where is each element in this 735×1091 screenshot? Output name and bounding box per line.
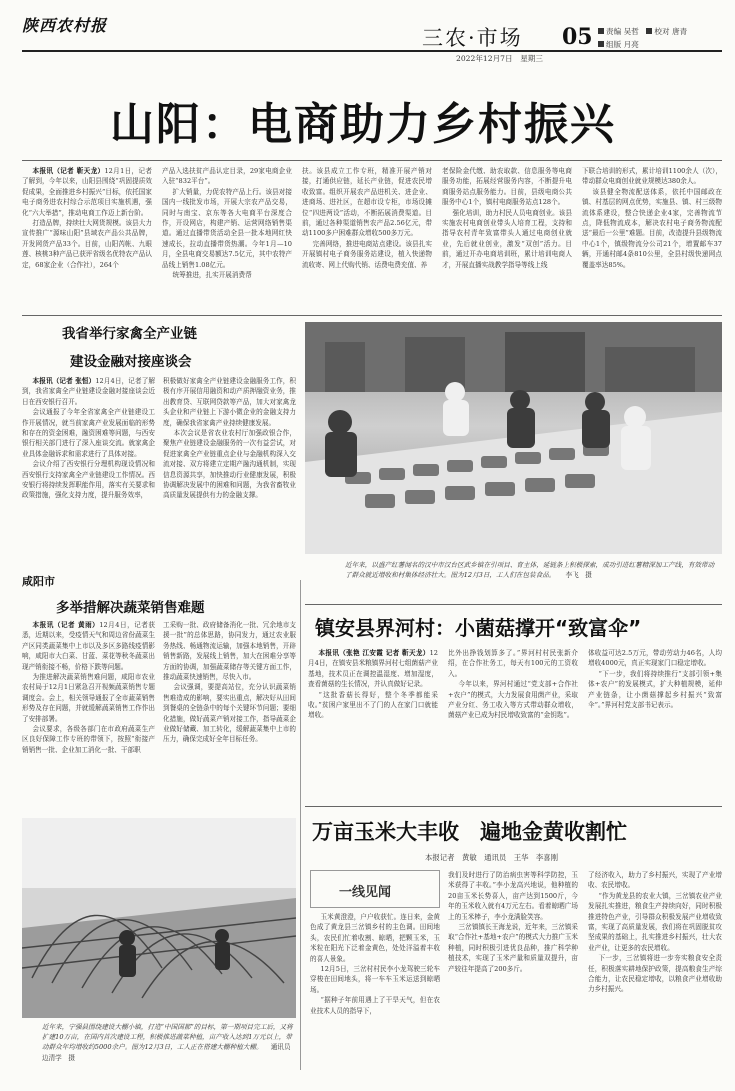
newspaper-masthead: 陕西农村报 xyxy=(22,16,108,35)
paragraph: 积极做好家禽全产业链建设金融服务工作，积极有序开展信用融资和动产质押融资业务，推出教育贷、互联网贷款等产品，加大对家禽龙头企业和产业链上下游小微企业的金融支持力度，确保我省家禽产业持续健康发展。 xyxy=(163,377,296,427)
designer-name: 组版 月亮 xyxy=(606,39,639,49)
paragraph: 会议要求，各级各部门在市政府蔬菜生产区良好保障工作专班的带领下，按照“衔接产销销售一批、企业加工消化一批、干部职 xyxy=(22,725,155,754)
mushroom-story-lead: 本报讯（张艳 江安霞 记者 靳天龙） xyxy=(318,649,430,657)
corn-byline: 本报记者 黄敏 通讯员 王华 李喜刚 xyxy=(425,853,559,862)
paragraph: 今年以来，界河村通过“党支部+合作社+农户”的模式，大力发展食用菌产业，采取产业分红、务工收入等方式带动群众增收，菌菇产业已成为村民增收致富的“金钥匙”。 xyxy=(448,680,578,720)
paragraph: 强化培训，助力村民人员电商创业。该县实施农村电商创业带头人培育工程，支持和指导农村青年致富带头人通过电商创业就业，先后就业创业，激发“双创”活力。目前，通过开办电商培训班，累计培训电商人才，开展直播实战教学指导等线上线 xyxy=(442,208,572,269)
issue-date: 2022年12月7日 星期三 xyxy=(456,54,543,63)
editor-credits xyxy=(598,26,687,51)
corn-story-col-3 xyxy=(588,870,722,1072)
main-story-col-2 xyxy=(162,166,292,280)
finance-story-lead: 本报讯（记者 张恒） xyxy=(32,377,96,385)
caption-text: 近年来，宁强县围绕建设大棚小镇，打造“中国国都”的目标，第一期项目完工后，又将扩建10万亩，在国内首次建设工程，积极推进蔬菜种植，亩产收入达到1万元以上，带动群众年均增收约5000余户。图为12月3日，工人正在搭建大棚种植大棚。 xyxy=(42,1023,293,1052)
divider xyxy=(305,604,722,605)
paragraph: “这批香菇长得好，整个冬季都能采收。”贫困户家里出不了门的人在家门口就能增收。 xyxy=(308,690,438,720)
header-rule xyxy=(22,50,722,52)
paragraph: 12月4日，记者获悉，近期以来，受疫情天气和周边省份蔬菜生产区同类蔬菜集中上市以及多区多路线疫情影响，咸阳市大白菜、甘蓝、菜花等秋冬蔬菜出现产销衔接不畅，价格下跌等问题。 xyxy=(22,621,155,671)
paragraph: 为推进解决蔬菜销售难问题，咸阳市农业农村局于12月1日紧急召开视频蔬菜销售专题调度会。会上，相关领导通报了全市蔬菜销售形势及存在问题，并就缓解蔬菜销售工作作出了安排部署。 xyxy=(22,673,155,723)
paragraph: 会议通报了今年全省家禽全产业链建设工作开展情况，就当前家禽产业发展面临的形势和存在的资金困难，融资困难等问题，与西安银行相关部门进行了深入座谈交流。就家禽企业具体金融诉求和需求进行了具体对接。 xyxy=(22,408,155,458)
main-story-col-5 xyxy=(582,166,722,270)
corn-headline: 万亩玉米大丰收 遍地金黄收割忙 xyxy=(312,820,627,844)
paragraph: 12月4日，在镇安县米粮镇界河村七组菌菇产业基地，技术员正在调控温湿度、增加湿度，查看菌菇的生长情况，并认真做好记录。 xyxy=(308,649,438,689)
square-bullet-icon xyxy=(598,28,604,34)
paragraph: 体收益可达2.5万元，带动劳动力46名，人均增收4000元，真正实现家门口稳定增收。 xyxy=(588,649,722,668)
mushroom-story-col-3 xyxy=(588,648,722,798)
paragraph: 该县健全物流配送体系，依托中国邮政在镇、村基层的网点优势，实施县、镇、村三级物流体系建设，整合快递企业4家，完善物流节点，降低物流成本，解决农村电子商务物流配送“最后一公里”难题。目前，改造提升县级物流中心1个，镇级物流分公司21个，增置邮车37辆，开通村邮4条810公里，全县村级快递网点覆盖率达85%。 xyxy=(582,187,722,269)
main-story-col-4 xyxy=(442,166,572,270)
greenhouse-photo xyxy=(22,818,296,1018)
xianyang-story-lead: 本报讯（记者 黄雨） xyxy=(32,621,100,629)
paragraph: 产品入选扶贫产品认定目录，29家电商企业入驻“832平台”。 xyxy=(162,167,292,186)
paragraph: 下一步，三岔镇将进一步夯实粮食安全责任，积极落实耕地保护政策，提高粮食生产综合能力，让农民稳定增收，以粮食产业增收助力乡村振兴。 xyxy=(588,954,722,994)
paragraph: 完善网络，推进电商站点建设。该县扎实开展镇村电子商务服务站建设，植入快递物流收寄、网上代购代销、话费电费充值、养 xyxy=(302,239,432,269)
editor-name: 责编 吴哲 xyxy=(606,27,639,36)
divider xyxy=(22,315,722,316)
xianyang-headline: 多举措解决蔬菜销售难题 xyxy=(56,600,205,616)
paragraph: 统筹推进，扎实开展消费帮 xyxy=(172,271,252,280)
food-packaging-caption xyxy=(345,560,720,580)
paragraph: 会议强调，要提高站位，充分认识蔬菜销售难造成的影响，要实出重点，解决好从田间到餐桌的全链条中的每个关键环节问题；要细化措施，做好蔬菜产销对接工作，指导蔬菜企业做好储藏、加工转化，缓解蔬菜集中上市的压力，确保完成好全年目标任务。 xyxy=(163,683,296,744)
column-divider xyxy=(300,580,301,1070)
xianyang-story-col-2 xyxy=(163,620,296,810)
paragraph: 了经济收入，助力了乡村振兴，实现了产业增收、农民增收。 xyxy=(588,871,722,890)
photo-credit: 通讯员 边清学 摄 xyxy=(42,1043,291,1062)
paragraph: “据种子年前用遇上了干旱天气，但在农业技术人员的指导下， xyxy=(310,996,440,1015)
greenhouse-photo-art xyxy=(22,818,296,1018)
main-story-lead: 本报讯（记者 靳天龙） xyxy=(32,167,105,175)
finance-headline-line-1: 我省举行家禽全产业链 xyxy=(62,326,197,342)
main-story-col-3 xyxy=(302,166,432,270)
paragraph: 12月4日，记者了解到，我省家禽全产业链建设金融对接座谈会近日在西安银行召开。 xyxy=(22,377,155,406)
square-bullet-icon xyxy=(646,28,652,34)
divider xyxy=(305,806,722,807)
finance-headline-line-2: 建设金融对接座谈会 xyxy=(70,354,192,370)
proofreader-name: 校对 唐青 xyxy=(654,27,688,36)
column-label-box xyxy=(310,870,440,908)
square-bullet-icon xyxy=(598,41,604,47)
paragraph: 比外出挣钱划算多了。”界河村村民张新介绍，在合作社务工，每天有100元的工资收入。 xyxy=(448,649,578,678)
paragraph: 下联合培训的形式，累计培训1100余人（次），带动群众电商创业就业规模达380余人。 xyxy=(582,167,722,186)
paragraph: 三岔镇镇长王海龙说，近年来，三岔镇采取“合作社+基地+农户”的模式大力推广玉米种植，同时积极引进优良品种，推广科学种植技术，实现了玉米产量和质量双提升，亩产较往年提高了200多斤。 xyxy=(448,923,578,973)
xianyang-story-col-1 xyxy=(22,620,155,810)
food-packaging-photo xyxy=(305,322,722,554)
main-headline: 山阳：电商助力乡村振兴 xyxy=(110,99,616,150)
photo-credit: 李飞 摄 xyxy=(565,571,592,580)
corn-story-col-2 xyxy=(448,870,578,1072)
paragraph: 会议介绍了西安银行分理机构现设情况和西安银行支持家禽全产业链建设工作情况。西安银行将持续发挥职能作用，落实有关要求和政策措施，强化支持力度，提升服务效率， xyxy=(22,460,155,500)
paragraph: 扩大销量，力促农特产品上行。该县对接国内一线批发市场，开展大宗农产品交易，同时与南宝、京东等各大电商平台深度合作，开设网店，构建产销、运营网络销售渠道。通过直播带货活动全县一批本地网红快速成长，拉动直播带货热潮。今年1月—10月，全县电商交易额达7.5亿元，其中农特产品线上销售1.08亿元。 xyxy=(162,187,292,269)
paragraph: 本次会议是省农业农村厅加强政银合作，聚焦产业链建设金融服务的一次有益尝试，对促进家禽全产业链重点企业与金融机构深入交流对接、双方将建立定期产融沟通机制，实现信息资源共享，加快推动行业健康发展，积极协调解决发展中的困难和问题，为我省畜牧业高质量发展提供有力的金融支撑。 xyxy=(163,429,296,500)
section-title: 三农·市场 xyxy=(422,26,523,50)
paragraph: “作为黄龙县的农业大镇，三岔镇农业产业发展扎实推进，粮食生产持续向好，同时积极推进特色产业，引导群众积极发展产业增收致富，实现了高质量发展，我们将在巩固脱贫攻坚成果的基础上，扎实推进乡村振兴，壮大农业产业，让更多的农民增收。 xyxy=(588,891,722,952)
finance-story-col-1 xyxy=(22,376,155,564)
paragraph: 玉米黄澄澄，户户收获忙。连日来，金黄色成了黄龙县三岔镇乡村的主色调。田间地头，农民们忙着收割、晾晒，把颗玉米，玉米粒在阳光下泛着金黄色，处处洋溢着丰收的喜人景象。 xyxy=(310,913,440,963)
page-number: 05 xyxy=(562,24,593,50)
main-story-col-1 xyxy=(22,166,152,270)
corn-story-col-1 xyxy=(310,912,440,1072)
paragraph: 扶。该县成立工作专班，精准开展产销对接，打通供应链，延长产业链，促进农民增收致富。组织开展农产品进机关、进企业、进商场、进社区，在超市设专柜，市场设摊位“四进两设”活动，不断拓展消费渠道。目前，通过各种渠道销售农产品2.56亿元，带动1100多户困难群众增收500多万元。 xyxy=(302,167,432,238)
paragraph: 打造品牌，持续壮大网货规模。该县大力宣传推广“源味山阳”县域农产品公共品牌，开发网货产品33个。目前，山阳芮帐、九眼莲、核桃3种产品已获评省级名优特农产品认定，68家企业（合作社），264个 xyxy=(22,219,152,269)
column-label: 一线见闻 xyxy=(339,885,392,900)
mushroom-story-col-1 xyxy=(308,648,438,798)
paragraph: 我们及时进行了防治病虫害等科学防控，玉米获得了丰收。”李小龙高兴地说，他种植的20亩玉米长势喜人，亩产达到1500斤，今年的玉米收入就有4万元左右。看着晾晒广场上的玉米棒子，李小龙满脸笑容。 xyxy=(448,871,578,921)
paragraph: 12月5日，三岔村村民李小龙驾驶三轮车穿梭在田间地头，将一车车玉米运送到晾晒场。 xyxy=(310,965,440,994)
mushroom-headline: 镇安县界河村：小菌菇撑开“致富伞” xyxy=(315,616,642,640)
finance-story-col-2 xyxy=(163,376,296,564)
city-label: 咸阳市 xyxy=(22,575,55,588)
food-packaging-photo-art xyxy=(305,322,722,554)
paragraph: 工采购一批、政府储备消化一批、冗余地市支援一批”的总体思路，协同发力，通过农业服务热线、畅通物流运输，加强本地销售，开辟销售新路，发展线上销售，加大在困难分享等方面的协调，加强蔬菜储存等关键方面工作，推动蔬菜快速销售，尽快入市。 xyxy=(163,621,296,682)
divider xyxy=(22,160,722,161)
paragraph: 12月1日，记者了解到，今年以来，山阳县围绕“巩固提质效促成果，全面推进乡村振兴”目标，依托国家电子商务进农村综合示范项目实施机遇，强化“六大举措”，推动电商工作迈上新台阶。 xyxy=(22,167,153,217)
paragraph: 老保险金代缴、助农取款、信息服务等电商服务功能，拓展经营服务内容，不断提升电商服务站点服务能力。目前，县级电商公共服务中心1个，镇村电商服务站点128个。 xyxy=(442,167,572,207)
paragraph: “下一步，我们将持续推行“支部引领+集体+农户”的发展模式，扩大种植规模，延伸产业链条，让小菌菇撑起乡村振兴“致富伞”。”界河村党支部书记表示。 xyxy=(588,669,722,710)
greenhouse-caption xyxy=(42,1022,296,1063)
mushroom-story-col-2 xyxy=(448,648,578,798)
caption-text: 近年来，以盛产红薯闻名的汉中市汉台区武乡镇在引项目、育主体，延链条上积极探索，成功引进红薯精深加工产线，有效带动了群众就近增收和村集体经济壮大。图为12月3日，工人们在包装食品。 xyxy=(345,561,715,580)
